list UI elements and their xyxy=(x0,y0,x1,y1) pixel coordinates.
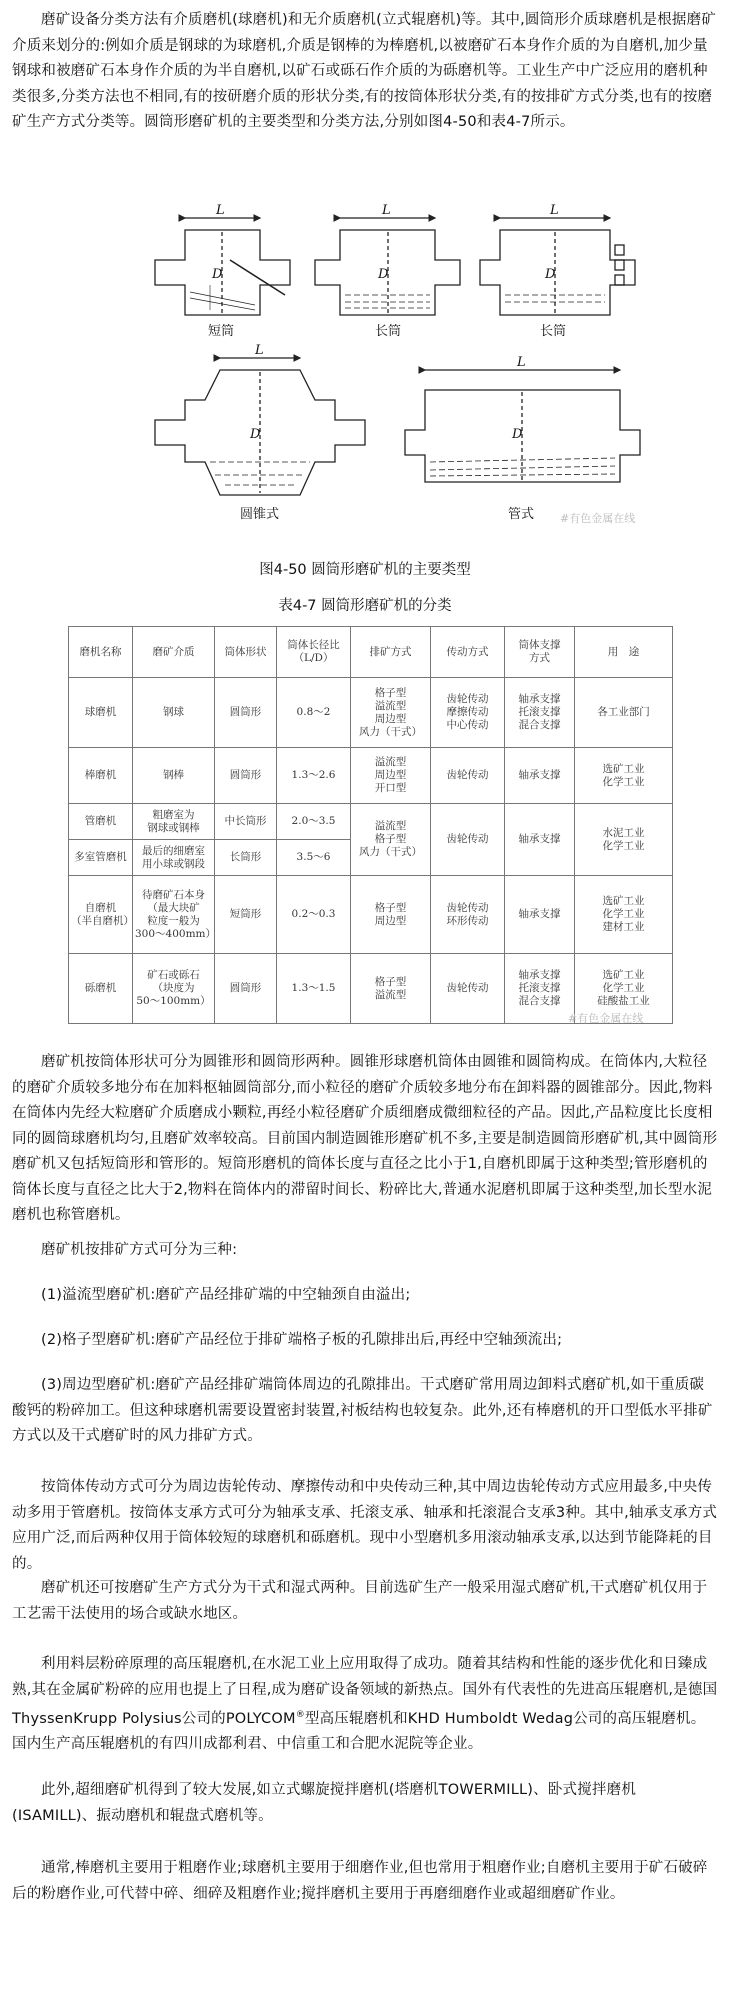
cell-discharge: 溢流型 周边型 开口型 xyxy=(351,748,431,804)
cell-name: 管磨机 xyxy=(69,804,133,840)
cell-name: 砾磨机 xyxy=(69,954,133,1024)
cell-use: 选矿工业 化学工业 xyxy=(575,748,673,804)
header-cell: 筒体长径比 （L/D） xyxy=(277,627,351,678)
header-cell: 传动方式 xyxy=(431,627,505,678)
cell-ratio: 0.2～0.3 xyxy=(277,876,351,954)
cell-name: 棒磨机 xyxy=(69,748,133,804)
dim-D-5: D xyxy=(512,427,523,442)
dim-L-3: L xyxy=(550,203,559,218)
dim-L-5: L xyxy=(517,355,526,370)
cell-media: 粗磨室为 钢球或钢棒 xyxy=(133,804,215,840)
paragraph-dry-wet: 磨矿机还可按磨矿生产方式分为干式和湿式两种。目前选矿生产一般采用湿式磨矿机,干式磨矿机仅用于工艺需干法使用的场合或缺水地区。 xyxy=(12,1580,708,1622)
cell-discharge: 格子型 溢流型 周边型 风力（干式） xyxy=(351,678,431,748)
cell-use: 水泥工业 化学工业 xyxy=(575,804,673,876)
table-header-row xyxy=(69,627,673,678)
hpgr-text-a: 利用料层粉碎原理的高压辊磨机,在水泥工业上应用取得了成功。随着其结构和性能的逐步优化和日臻成熟,其在金属矿粉碎的应用也提上了日程,成为磨矿设备领域的新热点。国外有代表性的先进高压辊磨机,是德国ThyssenKrupp Polysius公司的POLYCOM xyxy=(12,1656,718,1727)
cell-ratio: 3.5～6 xyxy=(277,840,351,876)
cell-shape: 长筒形 xyxy=(215,840,277,876)
dim-D-2: D xyxy=(378,267,389,282)
paragraph-ultrafine: 此外,超细磨矿机得到了较大发展,如立式螺旋搅拌磨机(塔磨机TOWERMILL)、卧式搅拌磨机(ISAMILL)、振动磨机和辊盘式磨机等。 xyxy=(12,1782,637,1824)
long-drum-grate-mill-drawing xyxy=(480,218,635,315)
label-long-drum-2: 长筒 xyxy=(540,324,567,339)
cell-discharge: 溢流型 格子型 风力（干式） xyxy=(351,804,431,876)
paragraph-drive-support: 按筒体传动方式可分为周边齿轮传动、摩擦传动和中央传动三种,其中周边齿轮传动方式应用最多,中央传动多用于管磨机。按筒体支承方式可分为轴承支承、托滚支承、轴承和托滚混合支承3种。其中,轴承支承方式应用广泛,而后两种仅用于筒体较短的球磨机和砾磨机。现中小型磨机多用滚动轴承支承,以达到节能降耗的目的。 xyxy=(12,1479,718,1572)
cell-use: 各工业部门 xyxy=(575,678,673,748)
cell-discharge: 格子型 溢流型 xyxy=(351,954,431,1024)
cell-media: 矿石或砾石 （块度为 50～100mm） xyxy=(133,954,215,1024)
cell-ratio: 2.0～3.5 xyxy=(277,804,351,840)
cell-ratio: 0.8～2 xyxy=(277,678,351,748)
cell-support: 轴承支撑 托滚支撑 混合支撑 xyxy=(505,678,575,748)
cell-support: 轴承支撑 xyxy=(505,804,575,876)
cell-ratio: 1.3～2.6 xyxy=(277,748,351,804)
cell-shape: 圆筒形 xyxy=(215,678,277,748)
cell-drive: 齿轮传动 环形传动 xyxy=(431,876,505,954)
paragraph-overflow: (1)溢流型磨矿机:磨矿产品经排矿端的中空轴颈自由溢出; xyxy=(41,1287,411,1303)
paragraph-usage: 通常,棒磨机主要用于粗磨作业;球磨机主要用于细磨作业,但也常用于粗磨作业;自磨机主要用于矿石破碎后的粉磨作业,可代替中碎、细碎及粗磨作业;搅拌磨机主要用于再磨细磨作业或超细磨矿作业。 xyxy=(12,1860,708,1902)
cell-name: 多室管磨机 xyxy=(69,840,133,876)
tube-mill-drawing xyxy=(405,370,640,482)
cell-name: 球磨机 xyxy=(69,678,133,748)
cell-shape: 圆筒形 xyxy=(215,954,277,1024)
label-tube: 管式 xyxy=(508,507,535,522)
paragraph-discharge-intro: 磨矿机按排矿方式可分为三种: xyxy=(41,1242,238,1258)
cell-support: 轴承支撑 托滚支撑 混合支撑 xyxy=(505,954,575,1024)
dim-D-1: D xyxy=(212,267,223,282)
table-row xyxy=(69,876,673,954)
dim-L-2: L xyxy=(382,203,391,218)
paragraph-shape: 磨矿机按筒体形状可分为圆锥形和圆筒形两种。圆锥形球磨机筒体由圆锥和圆筒构成。在筒体内,大粒径的磨矿介质较多地分布在加料枢轴圆筒部分,而小粒径的磨矿介质较多地分布在卸料器的圆锥部分。因此,物料在筒体内先经大粒磨矿介质磨成小颗粒,再经小粒径磨矿介质细磨成微细粒径的产品。因此,产品粒度比长度相同的圆筒球磨机均匀,且磨矿效率较高。目前国内制造圆锥形磨矿机不多,主要是制造圆筒形磨矿机,其中圆筒形磨矿机又包括短筒形和管形的。短筒形磨机的筒体长度与直径之比小于1,自磨机即属于这种类型;管形磨机的筒体长度与直径之比大于2,物料在筒体内的滞留时间长、粉碎比大,普通水泥磨机即属于这种类型,加长型水泥磨机也称管磨机。 xyxy=(12,1054,718,1223)
cell-media: 钢球 xyxy=(133,678,215,748)
paragraph-peripheral: (3)周边型磨矿机:磨矿产品经排矿端筒体周边的孔隙排出。干式磨矿常用周边卸料式磨矿机,如干重质碳酸钙的粉碎加工。但这种球磨机需要设置密封装置,衬板结构也较复杂。此外,还有棒磨机的开口型低水平排矿方式以及干式磨矿时的风力排矿方式。 xyxy=(12,1377,713,1444)
cell-shape: 中长筒形 xyxy=(215,804,277,840)
cell-media: 最后的细磨室 用小球或钢段 xyxy=(133,840,215,876)
label-short-drum: 短筒 xyxy=(208,324,235,339)
cell-drive: 齿轮传动 xyxy=(431,804,505,876)
registered-mark: ® xyxy=(295,1710,305,1720)
cell-drive: 齿轮传动 xyxy=(431,954,505,1024)
intro-paragraph: 磨矿设备分类方法有介质磨机(球磨机)和无介质磨机(立式辊磨机)等。其中,圆筒形介质球磨机是根据磨矿介质来划分的:例如介质是钢球的为球磨机,介质是钢棒的为棒磨机,以被磨矿石本身作介质的为自磨机,加少量钢球和被磨矿石本身作介质的为半自磨机,以矿石或砾石作介质的为砾磨机等。工业生产中广泛应用的磨机种类很多,分类方法也不相同,有的按研磨介质的形状分类,有的按筒体形状分类,有的按排矿方式分类,也有的按磨矿生产方式分类等。圆筒形磨矿机的主要类型和分类方法,分别如图4-50和表4-7所示。 xyxy=(12,12,717,130)
hpgr-text-b: 型高压辊磨机和KHD Humboldt Wedag公司的高压辊磨机。国内生产高压辊磨机的有四川成都利君、中信重工和合肥水泥院等企业。 xyxy=(12,1710,706,1753)
cell-use: 选矿工业 化学工业 建材工业 xyxy=(575,876,673,954)
cell-support: 轴承支撑 xyxy=(505,876,575,954)
cell-discharge: 格子型 周边型 xyxy=(351,876,431,954)
dim-D-4: D xyxy=(250,427,261,442)
dim-D-3: D xyxy=(545,267,556,282)
classification-table-wrap xyxy=(68,626,672,1024)
header-cell: 筒体支撑 方式 xyxy=(505,627,575,678)
header-cell: 筒体形状 xyxy=(215,627,277,678)
cell-use: 选矿工业 化学工业 硅酸盐工业 xyxy=(575,954,673,1024)
table-row xyxy=(69,804,673,840)
figure-mill-types xyxy=(150,200,650,542)
cell-drive: 齿轮传动 xyxy=(431,748,505,804)
table-row xyxy=(69,678,673,748)
figure-watermark: #有色金属在线 xyxy=(560,512,636,525)
table-row xyxy=(69,748,673,804)
label-conical: 圆锥式 xyxy=(240,507,280,522)
cell-ratio: 1.3～1.5 xyxy=(277,954,351,1024)
cell-drive: 齿轮传动 摩擦传动 中心传动 xyxy=(431,678,505,748)
cell-shape: 圆筒形 xyxy=(215,748,277,804)
header-cell: 磨机名称 xyxy=(69,627,133,678)
header-cell: 磨矿介质 xyxy=(133,627,215,678)
mill-types-diagram xyxy=(150,200,650,542)
paragraph-hpgr xyxy=(12,1652,718,1758)
figure-caption: 图4-50 圆筒形磨矿机的主要类型 xyxy=(259,562,471,578)
dim-L-1: L xyxy=(216,203,225,218)
cell-shape: 短筒形 xyxy=(215,876,277,954)
cell-media: 待磨矿石本身 （最大块矿 粒度一般为 300～400mm） xyxy=(133,876,215,954)
dim-L-4: L xyxy=(255,343,264,358)
cell-media: 钢棒 xyxy=(133,748,215,804)
short-drum-mill-drawing xyxy=(155,218,290,315)
classification-table xyxy=(68,626,673,1024)
header-cell: 用 途 xyxy=(575,627,673,678)
table-watermark: #有色金属在线 xyxy=(568,1012,644,1025)
cell-support: 轴承支撑 xyxy=(505,748,575,804)
table-title: 表4-7 圆筒形磨矿机的分类 xyxy=(278,598,452,614)
paragraph-grate: (2)格子型磨矿机:磨矿产品经位于排矿端格子板的孔隙排出后,再经中空轴颈流出; xyxy=(41,1332,563,1348)
label-long-drum-1: 长筒 xyxy=(375,324,402,339)
header-cell: 排矿方式 xyxy=(351,627,431,678)
cell-name: 自磨机 （半自磨机） xyxy=(69,876,133,954)
